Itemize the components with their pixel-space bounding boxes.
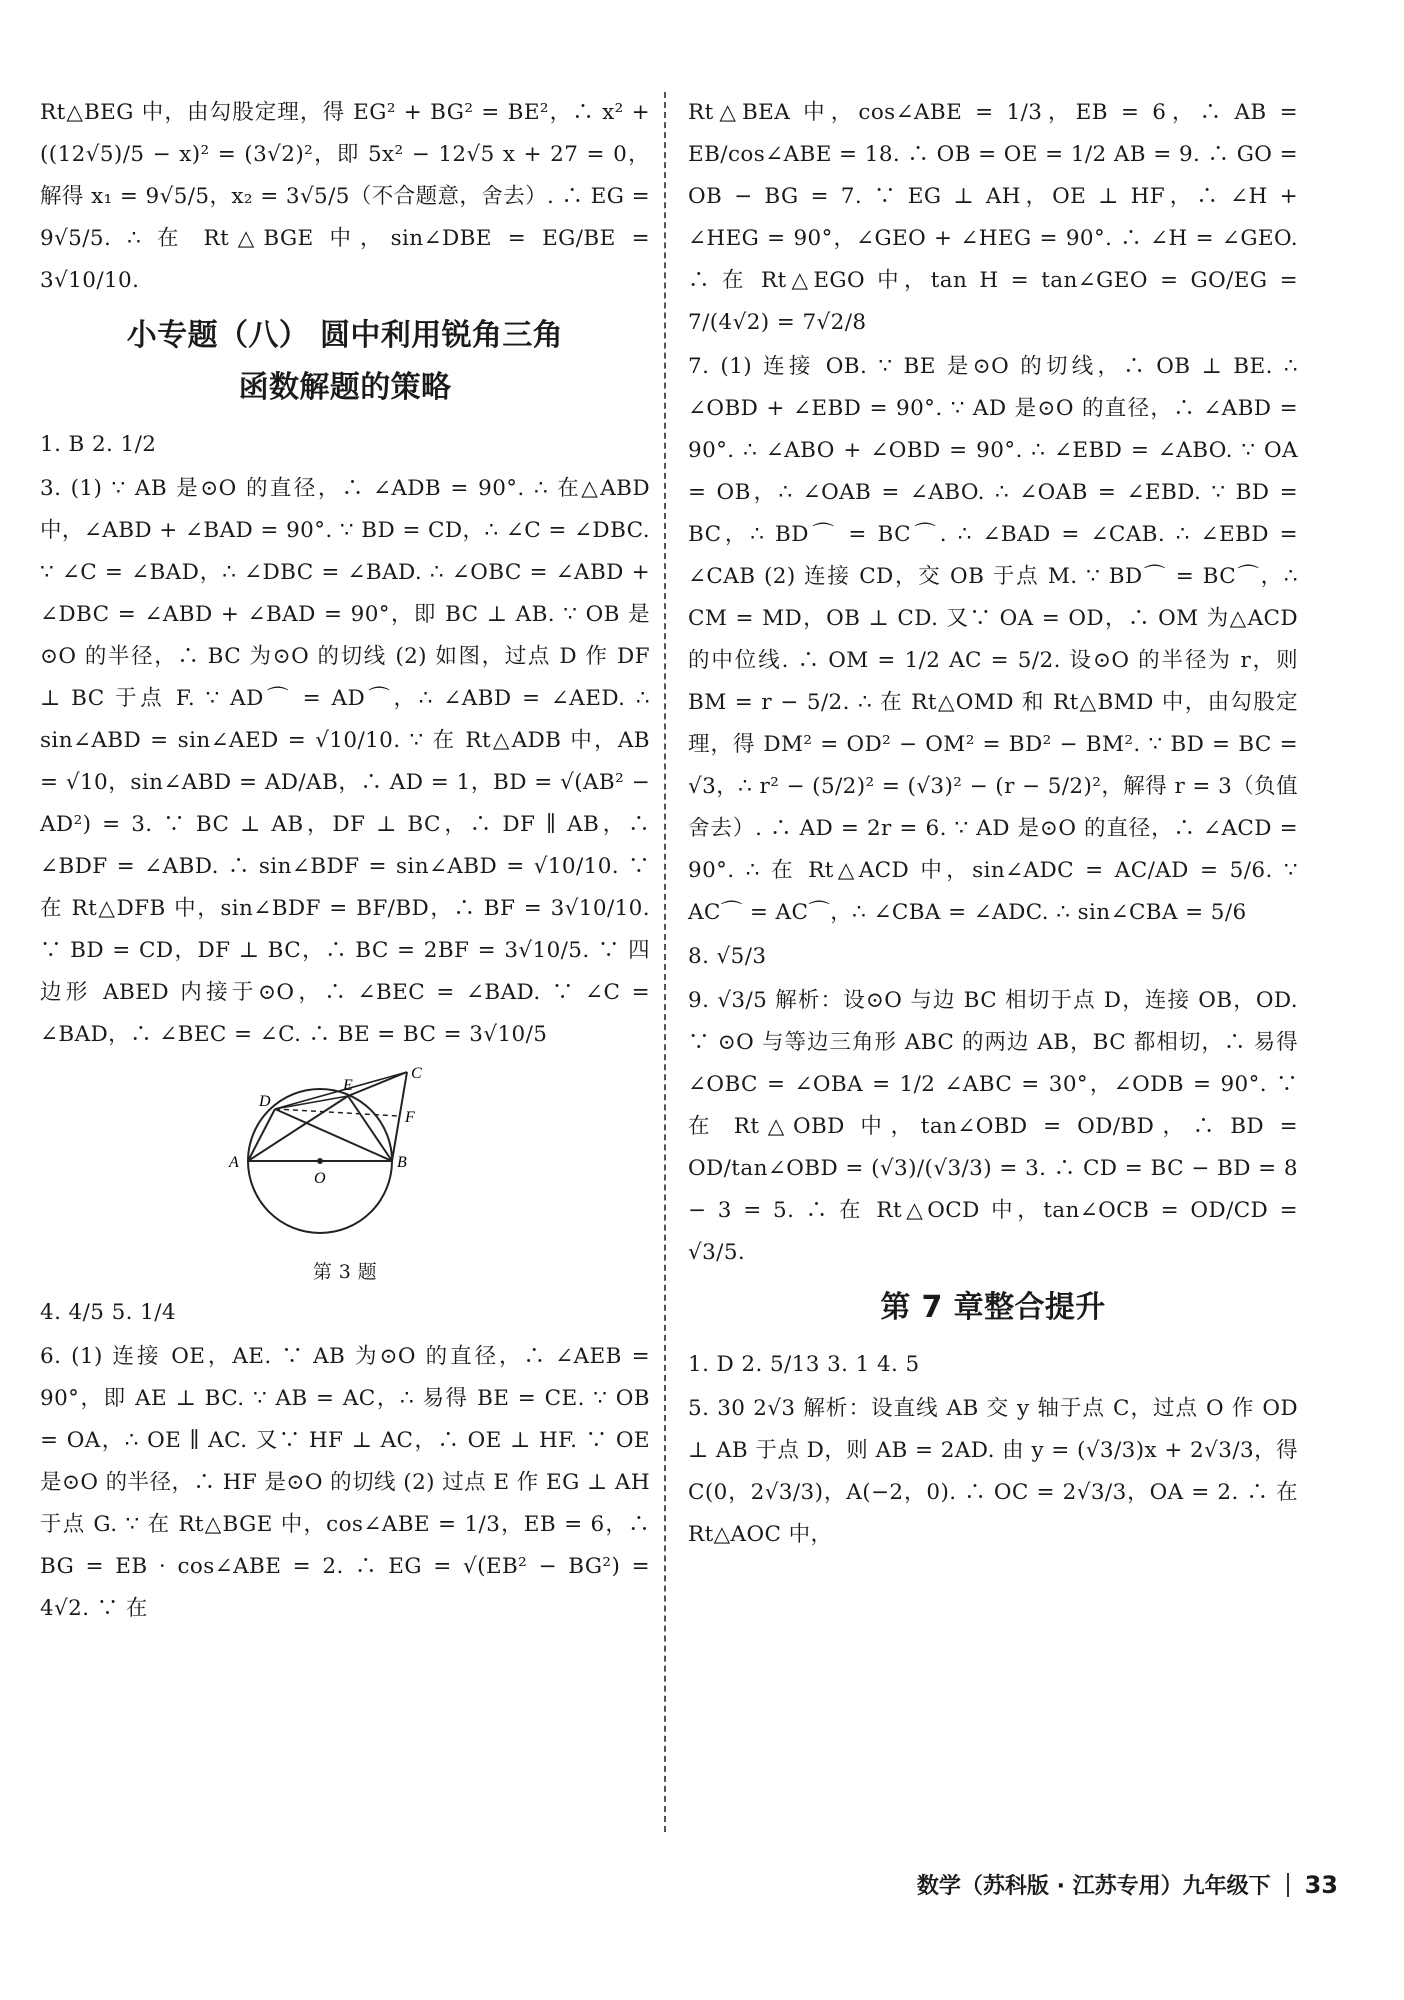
label-o: O bbox=[314, 1170, 326, 1187]
page-number: 33 bbox=[1304, 1870, 1338, 1899]
footer-book-title: 数学（苏科版 · 江苏专用）九年级下 bbox=[916, 1874, 1271, 1899]
question-6-continuation: Rt△BEA 中，cos∠ABE = 1/3，EB = 6，∴ AB = EB/cos∠ABE = 18. ∴ OB = OE = 1/2 AB = 9. ∴ GO = OB − BG = 7. ∵ EG ⊥ AH，OE ⊥ HF，∴ ∠H + ∠HEG = 90°，∠GEO + ∠HEG = 90°. ∴ ∠H = ∠GEO. ∴ 在 Rt△EGO 中，tan H = tan∠GEO = GO/EG = 7/(4√2) = 7√2/8 bbox=[688, 100, 1298, 335]
label-b: B bbox=[397, 1154, 408, 1171]
continuation-paragraph: Rt△BEG 中，由勾股定理，得 EG² + BG² = BE²，∴ x² + ((12√5)/5 − x)² = (3√2)²，即 5x² − 12√5 x + 27 = 0，解得 x₁ = 9√5/5，x₂ = 3√5/5（不合题意，舍去）. ∴ EG = 9√5/5. ∴ 在 Rt△BGE 中，sin∠DBE = EG/BE = 3√10/10. bbox=[40, 100, 650, 293]
label-f: F bbox=[405, 1109, 416, 1126]
left-column bbox=[40, 92, 650, 1632]
question-6-solution: 6. (1) 连接 OE，AE. ∵ AB 为⊙O 的直径，∴ ∠AEB = 90°，即 AE ⊥ BC. ∵ AB = AC，∴ 易得 BE = CE. ∵ OB = OA，∴ OE ∥ AC. 又∵ HF ⊥ AC，∴ OE ⊥ HF. ∵ OE 是⊙O 的半径，∴ HF 是⊙O 的切线 (2) 过点 E 作 EG ⊥ AH 于点 G. ∵ 在 Rt△BGE 中，cos∠ABE = 1/3，EB = 6，∴ BG = EB · cos∠ABE = 2. ∴ EG = √(EB² − BG²) = 4√2. ∵ 在 bbox=[40, 1344, 650, 1621]
section-title-line1: 小专题（八） 圆中利用锐角三角 bbox=[126, 318, 564, 353]
chapter-7-title: 第 7 章整合提升 bbox=[880, 1290, 1106, 1325]
label-a: A bbox=[229, 1154, 240, 1171]
answer-8: 8. √5/3 bbox=[688, 944, 767, 969]
chapter-7-answers-1-4: 1. D 2. 5/13 3. 1 4. 5 bbox=[688, 1352, 920, 1377]
question-3-solution: 3. (1) ∵ AB 是⊙O 的直径，∴ ∠ADB = 90°. ∴ 在△ABD 中，∠ABD + ∠BAD = 90°. ∵ BD = CD，∴ ∠C = ∠DBC. ∵ ∠C = ∠BAD，∴ ∠DBC = ∠BAD. ∴ ∠OBC = ∠ABD + ∠DBC = ∠ABD + ∠BAD = 90°，即 BC ⊥ AB. ∵ OB 是⊙O 的半径，∴ BC 为⊙O 的切线 (2) 如图，过点 D 作 DF ⊥ BC 于点 F. ∵ AD⌒ = AD⌒，∴ ∠ABD = ∠AED. ∴ sin∠ABD = sin∠AED = √10/10. ∵ 在 Rt△ADB 中，AB = √10，sin∠ABD = AD/AB，∴ AD = 1，BD = √(AB² − AD²) = 3. ∵ BC ⊥ AB，DF ⊥ BC，∴ DF ∥ AB，∴ ∠BDF = ∠ABD. ∴ sin∠BDF = sin∠ABD = √10/10. ∵ 在 Rt△DFB 中，sin∠BDF = BF/BD，∴ BF = 3√10/10. ∵ BD = CD，DF ⊥ BC，∴ BC = 2BF = 3√10/5. ∵ 四边形 ABED 内接于⊙O，∴ ∠BEC = ∠BAD. ∵ ∠C = ∠BAD，∴ ∠BEC = ∠C. ∴ BE = BC = 3√10/5 bbox=[40, 476, 650, 1047]
question-9-solution: 9. √3/5 解析：设⊙O 与边 BC 相切于点 D，连接 OB，OD. ∵ ⊙O 与等边三角形 ABC 的两边 AB，BC 都相切，∴ 易得 ∠OBC = ∠OBA = 1/2 ∠ABC = 30°，∠ODB = 90°. ∵ 在 Rt△OBD 中，tan∠OBD = OD/BD，∴ BD = OD/tan∠OBD = (√3)/(√3/3) = 3. ∴ CD = BC − BD = 8 − 3 = 5. ∴ 在 Rt△OCD 中，tan∠OCB = OD/CD = √3/5. bbox=[688, 988, 1298, 1265]
chapter-7-question-5: 5. 30 2√3 解析：设直线 AB 交 y 轴于点 C，过点 O 作 OD ⊥ AB 于点 D，则 AB = 2AD. 由 y = (√3/3)x + 2√3/3，得 C(0，2√3/3)，A(−2，0). ∴ OC = 2√3/3，OA = 2. ∴ 在 Rt△AOC 中， bbox=[688, 1396, 1298, 1547]
figure-caption: 第 3 题 bbox=[312, 1261, 378, 1283]
label-d: D bbox=[259, 1093, 271, 1110]
center-dot bbox=[317, 1158, 323, 1164]
section-title bbox=[40, 310, 650, 414]
segment-dc bbox=[275, 1072, 407, 1109]
label-c: C bbox=[411, 1066, 423, 1082]
answers-4-5: 4. 4/5 5. 1/4 bbox=[40, 1300, 176, 1325]
page-footer bbox=[917, 1869, 1338, 1900]
circle-diagram bbox=[225, 1066, 465, 1256]
segment-ec bbox=[348, 1072, 407, 1096]
label-e: E bbox=[343, 1077, 354, 1094]
question-7-solution: 7. (1) 连接 OB. ∵ BE 是⊙O 的切线，∴ OB ⊥ BE. ∴ ∠OBD + ∠EBD = 90°. ∵ AD 是⊙O 的直径，∴ ∠ABD = 90°. ∴ ∠ABO + ∠OBD = 90°. ∴ ∠EBD = ∠ABO. ∵ OA = OB，∴ ∠OAB = ∠ABO. ∴ ∠OAB = ∠EBD. ∵ BD = BC，∴ BD⌒ = BC⌒. ∴ ∠BAD = ∠CAB. ∴ ∠EBD = ∠CAB (2) 连接 CD，交 OB 于点 M. ∵ BD⌒ = BC⌒，∴ CM = MD，OB ⊥ CD. 又∵ OA = OD，∴ OM 为△ACD 的中位线. ∴ OM = 1/2 AC = 5/2. 设⊙O 的半径为 r，则 BM = r − 5/2. ∴ 在 Rt△OMD 和 Rt△BMD 中，由勾股定理，得 DM² = OD² − OM² = BD² − BM². ∵ BD = BC = √3，∴ r² − (5/2)² = (√3)² − (r − 5/2)²，解得 r = 3（负值舍去）. ∴ AD = 2r = 6. ∵ AD 是⊙O 的直径，∴ ∠ACD = 90°. ∴ 在 Rt△ACD 中，sin∠ADC = AC/AD = 5/6. ∵ AC⌒ = AC⌒，∴ ∠CBA = ∠ADC. ∴ sin∠CBA = 5/6 bbox=[688, 354, 1298, 925]
segment-df-dashed bbox=[275, 1109, 399, 1116]
right-column bbox=[688, 92, 1298, 1558]
footer-separator bbox=[1287, 1873, 1289, 1897]
answers-1-2: 1. B 2. 1/2 bbox=[40, 432, 157, 457]
column-divider bbox=[664, 92, 666, 1832]
section-title-line2: 函数解题的策略 bbox=[238, 370, 452, 405]
figure-question-3 bbox=[40, 1066, 650, 1286]
